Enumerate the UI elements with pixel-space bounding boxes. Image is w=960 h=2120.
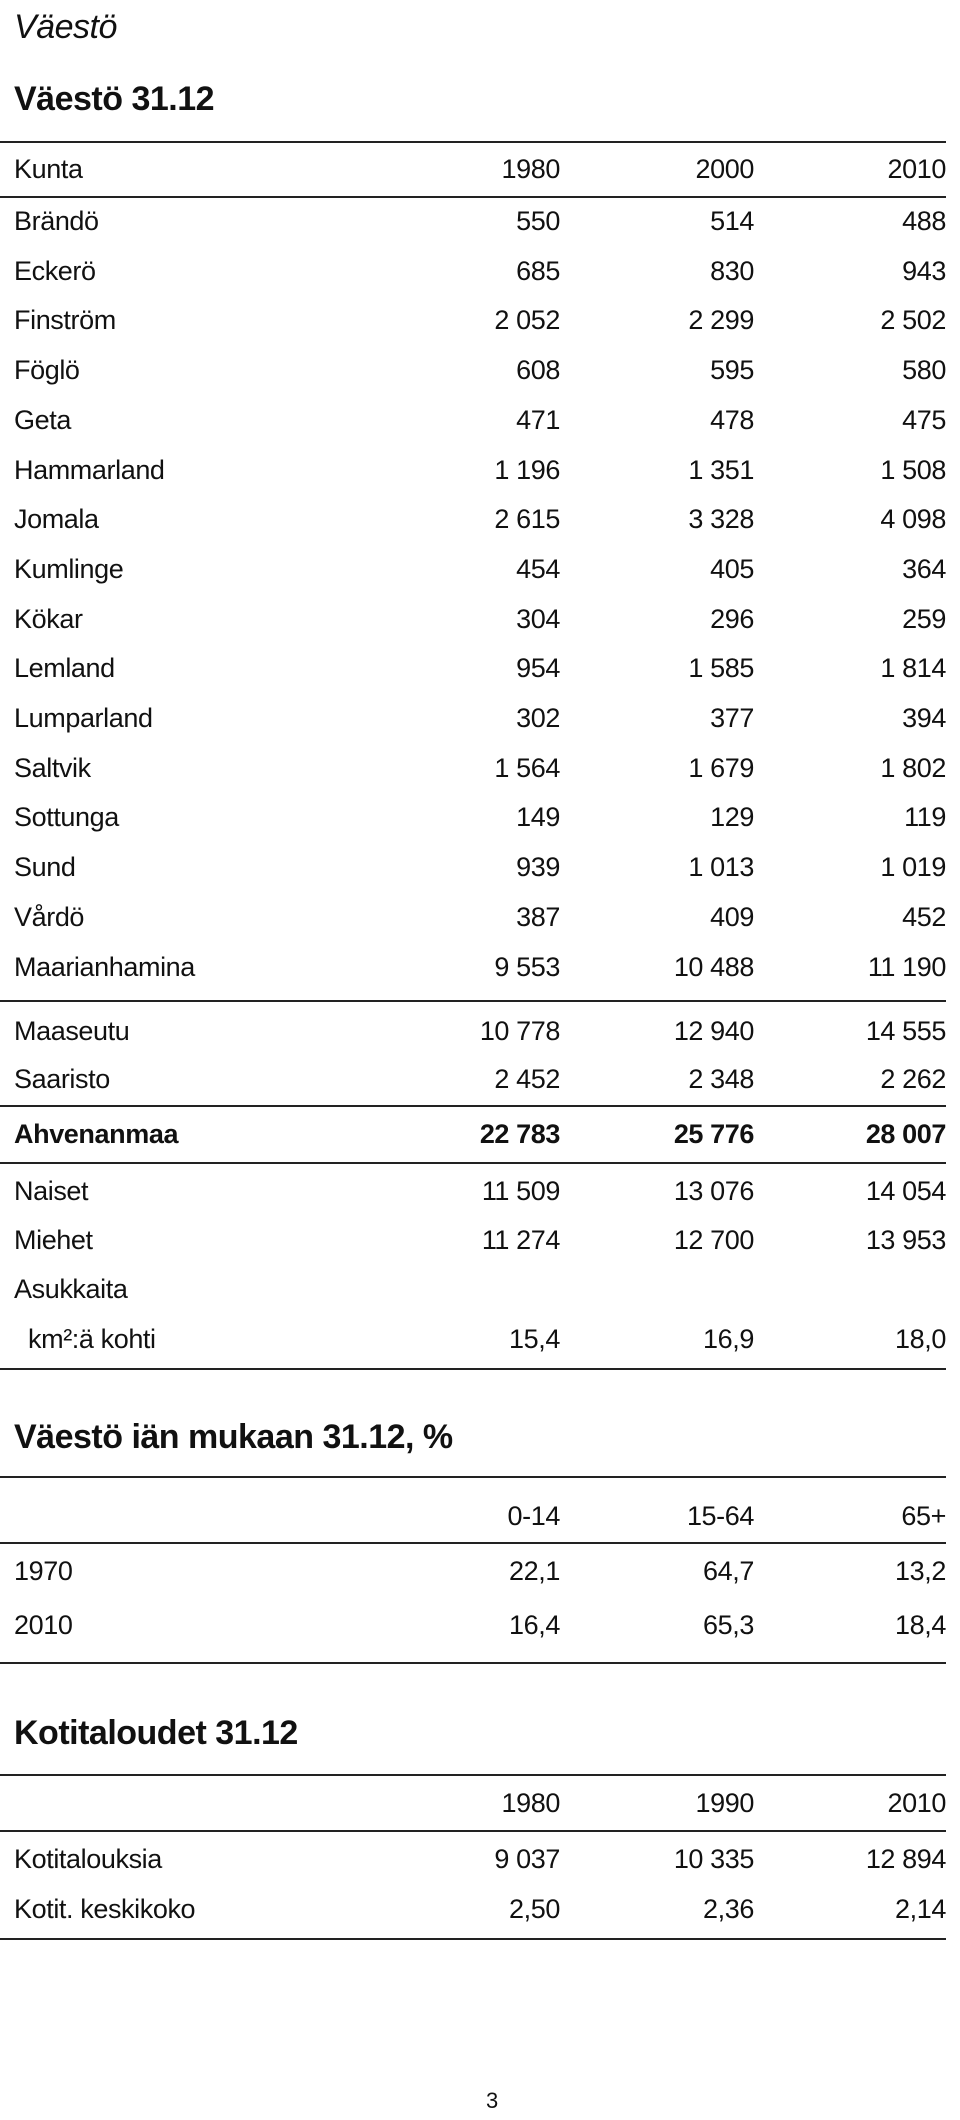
table-cell: 2 052 — [494, 305, 560, 336]
table-cell: 18,0 — [895, 1324, 946, 1354]
row-label: Naiset — [14, 1176, 89, 1206]
table-cell: 550 — [516, 206, 560, 236]
table-row — [0, 794, 946, 840]
row-label: Kotit. keskikoko — [14, 1894, 196, 1924]
row-label: Maaseutu — [14, 1016, 130, 1046]
age-title: Väestö iän mukaan 31.12, % — [14, 1418, 453, 1456]
table-cell: 2 502 — [880, 305, 946, 336]
table-cell: 65,3 — [703, 1610, 754, 1640]
table-row — [0, 297, 946, 343]
row-label: Maarianhamina — [14, 951, 195, 982]
table-row — [0, 347, 946, 393]
column-header: 1980 — [501, 154, 560, 184]
column-header: 65+ — [901, 1501, 946, 1531]
table-row — [0, 1217, 946, 1263]
table-cell: 259 — [902, 603, 946, 634]
column-header: 2010 — [887, 154, 946, 184]
table-cell: 830 — [710, 255, 754, 286]
total-row — [0, 1111, 946, 1157]
divider — [0, 1542, 946, 1544]
table-cell: 302 — [516, 703, 560, 733]
divider — [0, 1662, 946, 1664]
row-label: Föglö — [14, 355, 80, 386]
table-cell: 1 508 — [880, 454, 946, 485]
table-cell: 1 351 — [688, 454, 754, 485]
table-cell: 488 — [902, 206, 946, 236]
divider — [0, 1938, 946, 1940]
table-cell: 13 076 — [673, 1176, 754, 1206]
table-cell: 16,4 — [509, 1610, 560, 1640]
table-row — [0, 447, 946, 493]
row-label: Miehet — [14, 1225, 93, 1255]
table-cell: 409 — [710, 901, 754, 932]
table-cell: 405 — [710, 553, 754, 584]
table-cell: 1 013 — [688, 852, 754, 883]
row-label: Lumparland — [14, 703, 153, 733]
table-cell: 9 553 — [494, 951, 560, 982]
table-cell: 10 488 — [673, 951, 754, 982]
table-cell: 9 037 — [494, 1844, 560, 1874]
table-cell: 2 348 — [688, 1064, 754, 1094]
table-cell: 2 615 — [494, 504, 560, 535]
row-label: Saaristo — [14, 1064, 110, 1094]
table-cell: 1 802 — [880, 752, 946, 783]
table-cell: 14 555 — [865, 1016, 946, 1046]
table-cell: Ahvenanmaa — [14, 1119, 179, 1149]
page-header: Väestö — [14, 8, 117, 46]
table-row — [0, 248, 946, 294]
table-cell: 608 — [516, 355, 560, 386]
table-cell: 514 — [710, 206, 754, 236]
divider — [0, 1476, 946, 1478]
row-label: Hammarland — [14, 454, 165, 485]
table-cell: 475 — [902, 404, 946, 435]
table-cell: 22,1 — [509, 1556, 560, 1586]
row-label: Eckerö — [14, 255, 96, 286]
row-label: Brändö — [14, 206, 99, 236]
table-row — [0, 1886, 946, 1932]
table-cell: 12 940 — [673, 1016, 754, 1046]
households-header-row — [0, 1780, 946, 1826]
divider — [0, 1774, 946, 1776]
table-cell: 28 007 — [865, 1119, 946, 1149]
table-row — [0, 1168, 946, 1214]
table-cell: 12 894 — [865, 1844, 946, 1874]
table-cell: 2,14 — [895, 1894, 946, 1924]
population-title: Väestö 31.12 — [14, 80, 215, 118]
table-row — [0, 198, 946, 244]
column-header: 15-64 — [686, 1501, 754, 1531]
age-header-row — [0, 1493, 946, 1539]
density-label: Asukkaita — [14, 1274, 128, 1304]
table-row — [0, 695, 946, 741]
table-cell: 471 — [516, 404, 560, 435]
table-cell: 12 700 — [673, 1225, 754, 1255]
table-cell: 364 — [902, 553, 946, 584]
table-cell: 119 — [904, 802, 946, 833]
divider — [0, 1162, 946, 1164]
table-cell: 10 778 — [479, 1016, 560, 1046]
table-cell: 4 098 — [880, 504, 946, 535]
table-cell: 18,4 — [895, 1610, 946, 1640]
column-header: 2010 — [887, 1788, 946, 1818]
table-row — [0, 894, 946, 940]
table-cell: 943 — [902, 255, 946, 286]
table-cell: 15,4 — [509, 1324, 560, 1354]
table-cell: km²:ä kohti — [28, 1324, 156, 1354]
row-label: 1970 — [14, 1556, 73, 1586]
divider — [0, 141, 946, 143]
table-cell: 129 — [710, 802, 754, 833]
density-label-row — [0, 1266, 946, 1312]
table-cell: 1 019 — [880, 852, 946, 883]
column-header: 0-14 — [507, 1501, 560, 1531]
table-row — [0, 1836, 946, 1882]
table-cell: 2,50 — [509, 1894, 560, 1924]
table-row — [0, 496, 946, 542]
table-cell: 939 — [516, 852, 560, 883]
table-cell: 394 — [902, 703, 946, 733]
row-label: Sund — [14, 852, 76, 883]
table-row — [0, 1602, 946, 1648]
column-header: 1990 — [695, 1788, 754, 1818]
table-row — [0, 745, 946, 791]
table-cell: 478 — [710, 404, 754, 435]
row-label: Sottunga — [14, 802, 119, 833]
divider — [0, 1368, 946, 1370]
table-cell: 64,7 — [703, 1556, 754, 1586]
table-row — [0, 1008, 946, 1054]
divider — [0, 1830, 946, 1832]
table-cell: 2 262 — [880, 1064, 946, 1094]
table-cell: 11 509 — [481, 1176, 560, 1206]
table-cell: 2 299 — [688, 305, 754, 336]
row-label: Finström — [14, 305, 116, 336]
table-row — [0, 397, 946, 443]
table-cell: 1 196 — [494, 454, 560, 485]
table-row — [0, 645, 946, 691]
column-header: Kunta — [14, 154, 83, 184]
table-cell: 10 335 — [673, 1844, 754, 1874]
table-cell: 580 — [902, 355, 946, 386]
table-cell: 954 — [516, 653, 560, 684]
table-cell: 2 452 — [494, 1064, 560, 1094]
table-cell: 296 — [710, 603, 754, 634]
table-row — [0, 1056, 946, 1102]
population-header-row — [0, 146, 946, 192]
table-cell: 387 — [516, 901, 560, 932]
table-cell: 454 — [516, 553, 560, 584]
table-cell: 1 564 — [494, 752, 560, 783]
table-cell: 377 — [710, 703, 754, 733]
column-header: 1980 — [501, 1788, 560, 1818]
table-cell: 595 — [710, 355, 754, 386]
table-row — [0, 844, 946, 890]
row-label: 2010 — [14, 1610, 73, 1640]
table-row — [0, 944, 946, 990]
row-label: Lemland — [14, 653, 115, 684]
table-cell: 13,2 — [895, 1556, 946, 1586]
row-label: Geta — [14, 404, 71, 435]
row-label: Kökar — [14, 603, 83, 634]
table-cell: 11 274 — [481, 1225, 560, 1255]
households-title: Kotitaloudet 31.12 — [14, 1714, 298, 1752]
table-cell: 25 776 — [673, 1119, 754, 1149]
table-cell: 1 814 — [880, 653, 946, 684]
table-cell: 1 679 — [688, 752, 754, 783]
table-cell: 2,36 — [703, 1894, 754, 1924]
divider — [0, 1105, 946, 1107]
table-cell: 16,9 — [703, 1324, 754, 1354]
table-cell: 14 054 — [865, 1176, 946, 1206]
table-row — [0, 1548, 946, 1594]
density-row — [0, 1316, 946, 1362]
row-label: Kumlinge — [14, 553, 124, 584]
row-label: Vårdö — [14, 901, 85, 932]
table-cell: 11 190 — [867, 951, 946, 982]
table-cell: 22 783 — [479, 1119, 560, 1149]
row-label: Kotitalouksia — [14, 1844, 162, 1874]
page-number: 3 — [486, 2088, 499, 2113]
table-cell: 13 953 — [865, 1225, 946, 1255]
table-cell: 1 585 — [688, 653, 754, 684]
divider — [0, 1000, 946, 1002]
row-label: Saltvik — [14, 752, 91, 783]
table-cell: 304 — [516, 603, 560, 634]
table-cell: 685 — [516, 255, 560, 286]
column-header: 2000 — [695, 154, 754, 184]
table-cell: 452 — [902, 901, 946, 932]
table-row — [0, 546, 946, 592]
table-cell: 149 — [516, 802, 560, 833]
row-label: Jomala — [14, 504, 99, 535]
table-row — [0, 596, 946, 642]
table-cell: 3 328 — [688, 504, 754, 535]
